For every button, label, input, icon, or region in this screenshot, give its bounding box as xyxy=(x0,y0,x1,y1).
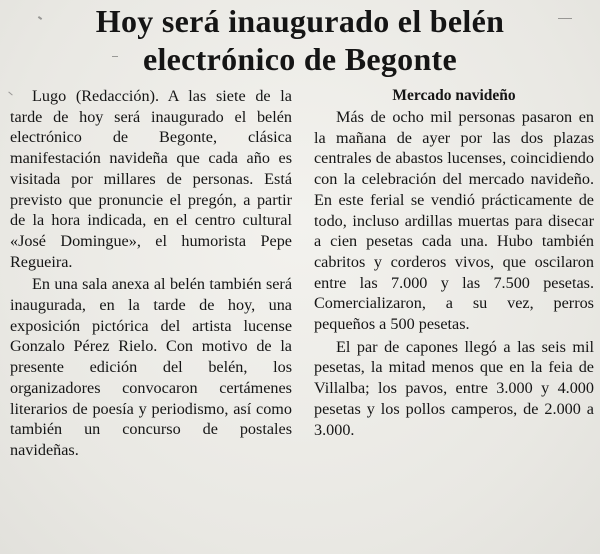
right-column xyxy=(314,86,594,440)
left-paragraph-1: Lugo (Redacción). A las siete de la tarde de hoy será inaugurado el belén electrónico de Begonte, clásica manifestación navideña que cada año es visitada por millares de personas. Está previsto que pronuncie el pregón, a partir de la hora indicada, en el centro cultural «José Domingue», el humorista Pepe Regueira. xyxy=(10,87,292,271)
scan-speck xyxy=(112,56,118,57)
left-column xyxy=(10,86,292,461)
left-paragraph-2: En una sala anexa al belén también será inaugurada, en la tarde de hoy, una exposición pictórica del artista lucense Gonzalo Pérez Rielo. Con motivo de la presente edición del belén, los organizadores convocaron certámenes literarios de poesía y periodismo, así como también un concurso de postales navideñas. xyxy=(10,275,292,459)
scan-speck xyxy=(558,18,572,19)
article-headline xyxy=(20,2,580,78)
headline-line-2: electrónico de Begonte xyxy=(142,41,458,77)
headline-line-1: Hoy será inaugurado el belén xyxy=(95,3,505,39)
section-subheading: Mercado navideño xyxy=(392,87,516,104)
right-paragraph-1: Más de ocho mil personas pasaron en la mañana de ayer por las dos plazas centrales de abastos lucenses, coincidiendo con la celebración del mercado navideño. En este ferial se vendió prácticamente de todo, incluso ardillas muertas para disecar a cien pesetas cada una. Hubo también cabritos y corderos vivos, que oscilaron entre las 7.000 y las 7.500 pesetas. Comercializaron, a su vez, perros pequeños a 500 pesetas. xyxy=(314,108,594,334)
right-paragraph-2: El par de capones llegó a las seis mil pesetas, la mitad menos que en la feia de Villalba; los pavos, entre 3.000 y 4.000 pesetas y los pollos camperos, de 2.000 a 3.000. xyxy=(314,337,594,439)
